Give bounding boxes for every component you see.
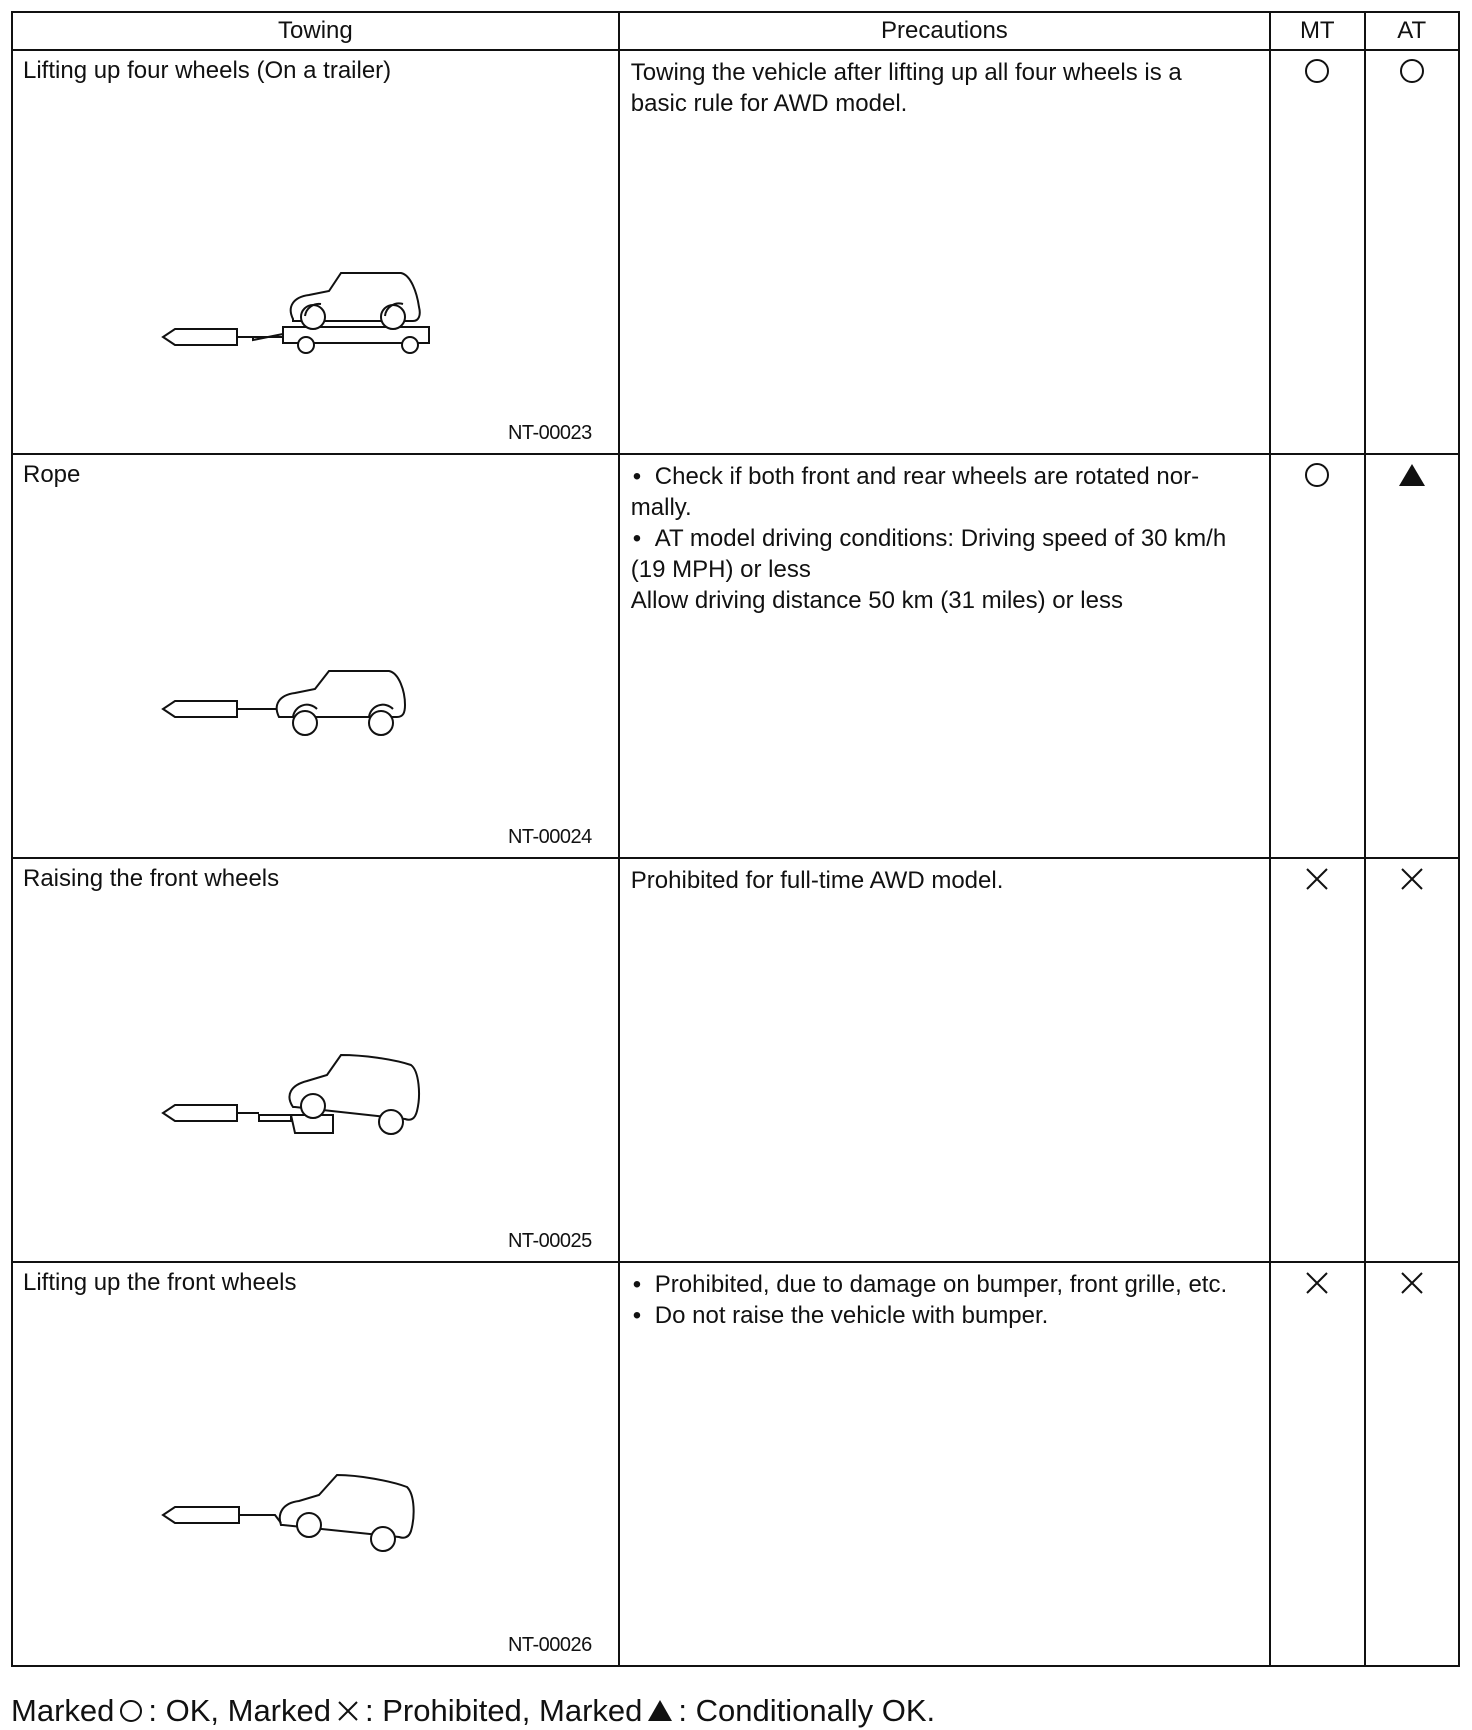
towing-cell xyxy=(12,454,619,858)
legend-prohibited: : Prohibited, Marked xyxy=(364,1693,643,1728)
precaution-text: Prohibited for full-time AWD model. xyxy=(630,867,1004,894)
table-row xyxy=(12,1262,1459,1666)
figure-code: NT-00026 xyxy=(507,1634,592,1656)
precautions-cell xyxy=(619,1262,1270,1666)
prohibited-cross-icon xyxy=(1398,1269,1426,1297)
precaution-text: AT model driving conditions: Driving speed of 30 km/h xyxy=(654,525,1227,552)
legend-ok: : OK, Marked xyxy=(148,1693,331,1728)
precaution-text: Check if both front and rear wheels are rotated nor- xyxy=(654,463,1200,490)
header-towing: Towing xyxy=(12,12,619,50)
conditional-triangle-icon xyxy=(646,1698,674,1724)
towing-cell xyxy=(12,1262,619,1666)
precaution-text: Prohibited, due to damage on bumper, front grille, etc. xyxy=(654,1271,1228,1298)
header-precautions: Precautions xyxy=(619,12,1270,50)
precaution-text: (19 MPH) or less xyxy=(630,556,811,583)
precautions-cell xyxy=(619,50,1270,454)
figure-code: NT-00025 xyxy=(507,1230,592,1252)
header-mt: MT xyxy=(1270,12,1364,50)
precaution-text: Towing the vehicle after lifting up all four wheels is a xyxy=(630,59,1182,86)
towing-method: Raising the front wheels xyxy=(23,865,280,892)
precaution-bullet xyxy=(631,1300,1259,1331)
mt-cell xyxy=(1270,858,1364,1262)
table-row xyxy=(12,858,1459,1262)
legend-prefix: Marked xyxy=(11,1693,115,1728)
mt-cell xyxy=(1270,1262,1364,1666)
precautions-cell xyxy=(619,858,1270,1262)
mt-cell xyxy=(1270,50,1364,454)
towing-method: Lifting up four wheels (On a trailer) xyxy=(23,57,392,84)
precaution-bullet xyxy=(631,523,1259,554)
wheel-lift-tow-icon xyxy=(153,1009,473,1169)
front-lift-tow-icon xyxy=(153,1413,473,1573)
prohibited-cross-icon xyxy=(1303,1269,1331,1297)
table-header-row xyxy=(12,12,1459,50)
towing-method: Lifting up the front wheels xyxy=(23,1269,297,1296)
prohibited-cross-icon xyxy=(335,1698,361,1724)
figure-code: NT-00023 xyxy=(507,422,592,444)
ok-circle-icon xyxy=(1398,57,1426,85)
trailer-tow-icon xyxy=(153,201,473,361)
at-cell xyxy=(1365,1262,1460,1666)
rope-tow-icon xyxy=(153,605,473,765)
prohibited-cross-icon xyxy=(1398,865,1426,893)
conditional-triangle-icon xyxy=(1397,461,1427,489)
precaution-bullet xyxy=(631,1269,1259,1300)
ok-circle-icon xyxy=(1303,461,1331,489)
header-at: AT xyxy=(1365,12,1460,50)
precaution-text: basic rule for AWD model. xyxy=(630,90,908,117)
at-cell xyxy=(1365,50,1460,454)
figure-code: NT-00024 xyxy=(507,826,592,848)
towing-table xyxy=(11,11,1460,1667)
table-row xyxy=(12,50,1459,454)
precaution-note: Allow driving distance 50 km (31 miles) or less xyxy=(630,587,1123,614)
precaution-text: mally. xyxy=(630,494,692,521)
towing-method: Rope xyxy=(23,461,81,488)
precaution-bullet xyxy=(631,461,1259,492)
legend xyxy=(11,1693,935,1729)
at-cell xyxy=(1365,858,1460,1262)
ok-circle-icon xyxy=(118,1698,144,1724)
legend-conditional: : Conditionally OK. xyxy=(678,1693,936,1728)
at-cell xyxy=(1365,454,1460,858)
precaution-text: Do not raise the vehicle with bumper. xyxy=(654,1302,1049,1329)
ok-circle-icon xyxy=(1303,57,1331,85)
prohibited-cross-icon xyxy=(1303,865,1331,893)
table-row xyxy=(12,454,1459,858)
mt-cell xyxy=(1270,454,1364,858)
towing-cell xyxy=(12,50,619,454)
towing-cell xyxy=(12,858,619,1262)
precautions-cell xyxy=(619,454,1270,858)
